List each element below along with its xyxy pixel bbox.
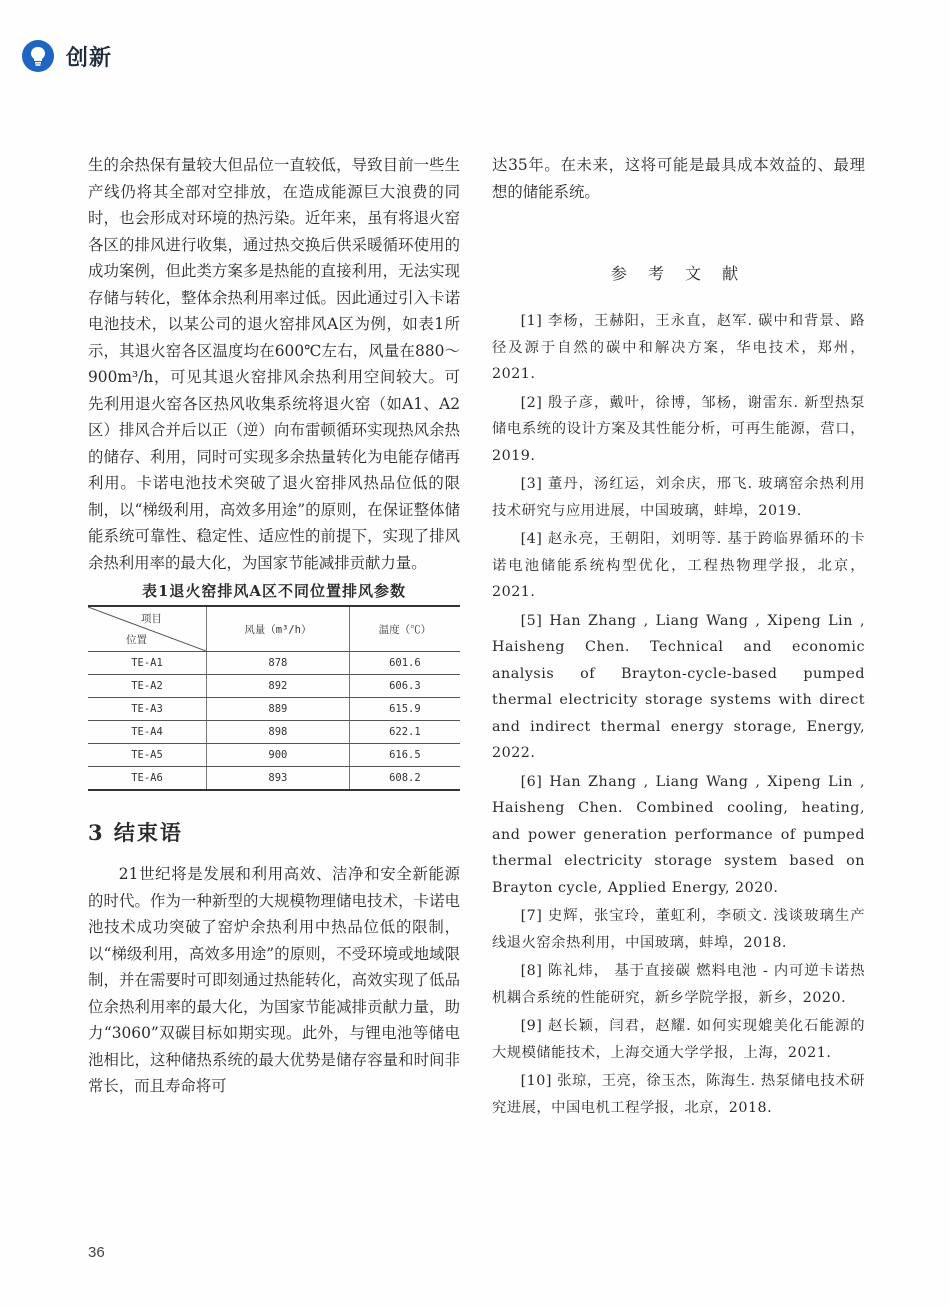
body-paragraph: 生的余热保有量较大但品位一直较低，导致目前一些生产线仍将其全部对空排放，在造成能源巨大浪费的同时，也会形成对环境的热污染。近年来，虽有将退火窑各区的排风进行收集，通过热交换后供采暖循环使用的成功案例，但此类方案多是热能的直接利用，无法实现存储与转化，整体余热利用率过低。因此通过引入卡诺电池技术，以某公司的退火窑排风A区为例，如表1所示，其退火窑各区温度均在600℃左右，风量在880～900m³/h，可见其退火窑排风余热利用空间较大。可先利用退火窑各区热风收集系统将退火窑（如A1、A2区）排风合并后以正（逆）向布雷顿循环实现热风余热的储存、利用，同时可实现多余热量转化为电能存储再利用。卡诺电池技术突破了退火窑排风热品位低的限制，以“梯级利用，高效多用途”的原则，在保证整体储能系统可靠性、稳定性、适应性的前提下，实现了排风余热利用率的最大化，为国家节能减排贡献力量。 [88,156,460,572]
right-column [492,152,865,1123]
table-row [88,698,460,721]
cell-position: TE-A2 [88,675,207,698]
cell-flow: 900 [207,744,350,767]
reference-item: [3] 董丹，汤红运，刘余庆，邢飞. 玻璃窑余热利用技术研究与应用进展，中国玻璃，蚌埠，2019. [492,476,865,519]
corner-top-label: 项目 [141,613,162,625]
corner-bottom-label: 位置 [126,634,147,646]
cell-flow: 893 [207,767,350,791]
reference-item: [5] Han Zhang , Liang Wang , Xipeng Lin , Haisheng Chen. Technical and economic analysis of Brayton-cycle-based pumped thermal electricity storage systems with direct and indirect thermal energy storage, Energy, 2022. [492,612,865,761]
cell-position: TE-A1 [88,652,207,675]
page-number: 36 [88,1244,105,1261]
reference-item: [2] 殷子彦，戴叶，徐博，邹杨，谢雷东. 新型热泵储电系统的设计方案及其性能分析，可再生能源，营口，2019. [492,394,865,464]
body-paragraph: 达35年。在未来，这将可能是最具成本效益的、最理想的储能系统。 [492,156,865,201]
cell-flow: 898 [207,721,350,744]
cell-flow: 878 [207,652,350,675]
table-row [88,652,460,675]
reference-item: [7] 史辉，张宝玲，董虹利，李硕文. 浅谈玻璃生产线退火窑余热利用，中国玻璃，蚌埠，2018. [492,908,865,951]
column-header-flow: 风量（m³/h） [207,606,350,652]
cell-temp: 615.9 [349,698,460,721]
cell-position: TE-A6 [88,767,207,791]
reference-item: [9] 赵长颖，闫君，赵耀. 如何实现媲美化石能源的大规模储能技术，上海交通大学学报，上海，2021. [492,1018,865,1061]
cell-temp: 622.1 [349,721,460,744]
reference-item: [10] 张琼，王亮，徐玉杰，陈海生. 热泵储电技术研究进展，中国电机工程学报，北京，2018. [492,1073,865,1116]
reference-item: [4] 赵永亮，王朝阳，刘明等. 基于跨临界循环的卡诺电池储能系统构型优化，工程热物理学报，北京，2021. [492,531,865,600]
cell-position: TE-A4 [88,721,207,744]
reference-item: [1] 李杨，王赫阳，王永直，赵军. 碳中和背景、路径及源于自然的碳中和解决方案，华电技术，郑州，2021. [492,313,865,382]
left-column [88,152,460,1100]
reference-item: [6] Han Zhang , Liang Wang , Xipeng Lin , Haisheng Chen. Combined cooling, heating, and power generation performance of pumped thermal electricity storage system based on Brayton cycle, Applied Energy, 2020. [492,773,865,896]
table-row [88,721,460,744]
cell-temp: 601.6 [349,652,460,675]
cell-flow: 892 [207,675,350,698]
body-paragraph: 21世纪将是发展和利用高效、洁净和安全新能源的时代。作为一种新型的大规模物理储电技术，卡诺电池技术成功突破了窑炉余热利用中热品位低的限制，以“梯级利用，高效多用途”的原则，不受环境或地域限制，并在需要时可即刻通过热能转化，高效实现了低品位余热利用率的最大化，为国家节能减排贡献力量，助力“3060”双碳目标如期实现。此外，与锂电池等储电池相比，这种储热系统的最大优势是储存容量和时间非常长，而且寿命将可 [88,865,460,1095]
lightbulb-icon [22,40,54,72]
references-heading: 参 考 文 献 [610,264,747,283]
column-header-temp: 温度（℃） [349,606,460,652]
table-caption: 表1退火窑排风A区不同位置排风参数 [141,582,407,600]
table-corner-header [88,606,207,652]
cell-temp: 608.2 [349,767,460,791]
section-heading: 3 结束语 [88,820,183,845]
section-title: 创新 [66,45,113,71]
table-row [88,767,460,791]
cell-position: TE-A5 [88,744,207,767]
data-table [88,605,460,791]
cell-temp: 616.5 [349,744,460,767]
cell-temp: 606.3 [349,675,460,698]
reference-item: [8] 陈礼炜， 基于直接碳 燃料电池 - 内可逆卡诺热机耦合系统的性能研究，新乡学院学报，新乡，2020. [492,963,865,1006]
cell-flow: 889 [207,698,350,721]
cell-position: TE-A3 [88,698,207,721]
page-header [22,40,112,72]
table-row [88,675,460,698]
table-row [88,744,460,767]
